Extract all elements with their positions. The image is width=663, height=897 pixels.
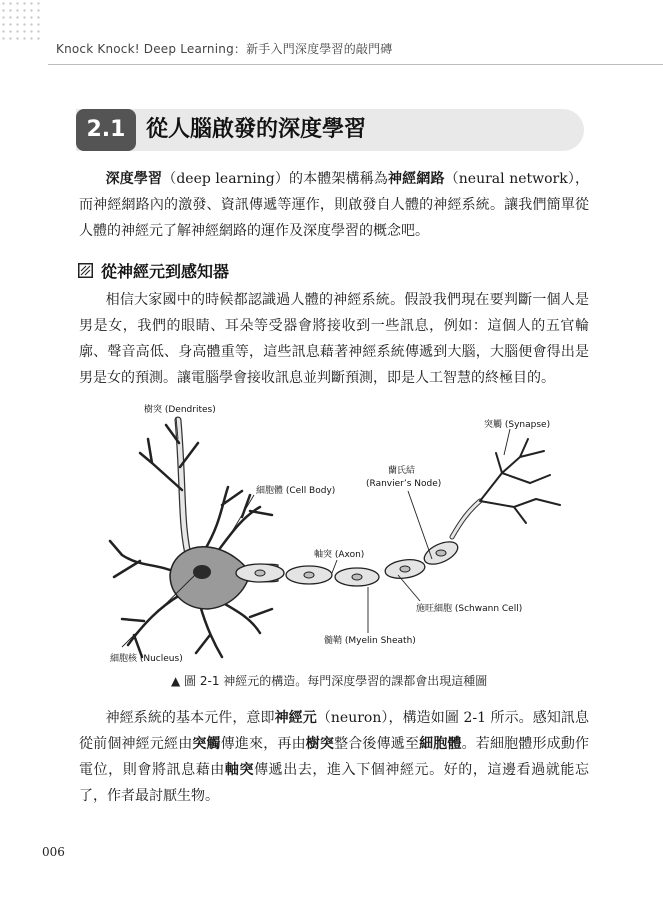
- term-neural-network: 神經網路: [388, 171, 445, 187]
- term-axon: 軸突: [224, 762, 255, 778]
- nucleus: [193, 565, 211, 579]
- closing-text: 整合後傳遞至: [334, 736, 420, 752]
- label-myelin-sheath: 髓鞘 (Myelin Sheath): [324, 636, 416, 646]
- intro-text: （neural network），而神經網路內的激發、資訊傳遞等運作，則啟發自人體的神經系統。讓我們簡單從人體的神經元了解神經網路的運作及深度學習的概念吧。: [79, 171, 590, 239]
- label-nucleus: 細胞核 (Nucleus): [110, 654, 183, 664]
- hatched-square-icon: [78, 263, 93, 278]
- closing-text: 傳進來，再由: [220, 736, 306, 752]
- term-neuron: 神經元: [274, 710, 317, 726]
- label-ranvier-line2: (Ranvier’s Node): [366, 479, 442, 489]
- body-paragraph: 相信大家國中的時候都認識過人體的神經系統。假設我們現在要判斷一個人是男是女，我們的眼睛、耳朵等受器會將接收到一些訊息，例如：這個人的五官輪廓、聲音高低、身高體重等，這些訊息藉著神經系統傳遞到大腦，大腦便會得出是男是女的預測。讓電腦學會接收訊息並判斷預測，即是人工智慧的終極目的。: [79, 292, 589, 386]
- subsection-heading: [78, 258, 229, 282]
- neuron-figure: [100, 395, 580, 670]
- closing-text: 。若細胞體形成動作電位，則會將訊息藉由: [79, 736, 590, 778]
- neuron-diagram: [100, 395, 580, 670]
- page-number: 006: [42, 845, 65, 859]
- closing-text: （neuron），構造如圖 2-1 所示。感知訊息從前個神經元經由: [79, 710, 590, 752]
- closing-text: 神經系統的基本元件，意即: [105, 710, 275, 726]
- intro-paragraph: [79, 166, 589, 244]
- subsection-title: 從神經元到感知器: [101, 261, 230, 281]
- closing-text: 傳遞出去，進入下個神經元。好的，這邊看過就能忘了，作者最討厭生物。: [79, 762, 590, 804]
- term-synapse: 突觸: [192, 736, 221, 752]
- label-axon: 軸突 (Axon): [314, 550, 365, 560]
- label-synapse: 突觸 (Synapse): [484, 420, 551, 430]
- term-dendrites: 樹突: [305, 736, 335, 752]
- label-cell-body: 細胞體 (Cell Body): [256, 486, 336, 496]
- section-title: 從人腦啟發的深度學習: [146, 117, 367, 142]
- intro-text: （deep learning）的本體架構稱為: [162, 171, 389, 187]
- axon-terminal: [452, 439, 560, 537]
- corner-dot-pattern: [0, 0, 44, 44]
- label-ranvier-line1: 蘭氏結: [388, 466, 416, 476]
- label-dendrites: 樹突 (Dendrites): [144, 405, 216, 415]
- header-rule: [48, 64, 663, 65]
- running-header: Knock Knock! Deep Learning：新手入門深度學習的敲門磚: [56, 42, 393, 56]
- closing-paragraph: [79, 705, 589, 809]
- term-deep-learning: 深度學習: [105, 171, 163, 187]
- cell-body: [170, 547, 250, 609]
- figure-caption: ▲ 圖 2-1 神經元的構造。每門深度學習的課都會出現這種圖: [171, 674, 488, 688]
- term-cell-body: 細胞體: [419, 736, 462, 752]
- label-schwann-cell: 施旺細胞 (Schwann Cell): [416, 604, 523, 614]
- section-number: 2.1: [76, 109, 136, 151]
- section-banner: [76, 109, 584, 151]
